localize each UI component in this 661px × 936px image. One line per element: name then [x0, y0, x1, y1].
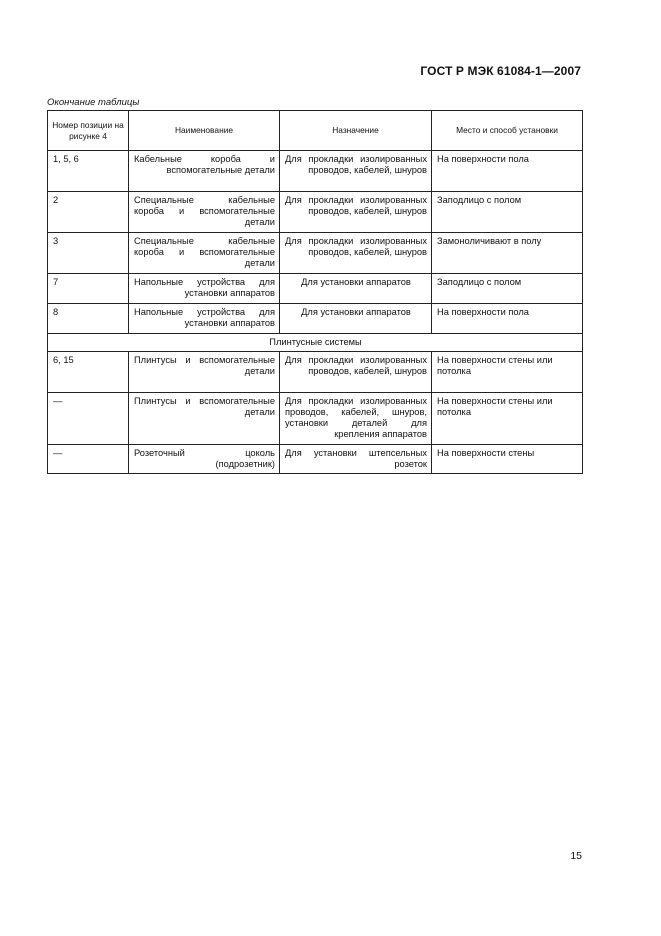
- cell-location: На поверхности стены или потолка: [432, 393, 583, 445]
- section-header-row: [48, 334, 583, 352]
- cell-purpose: Для прокладки изолированных проводов, кабелей, шнуров: [280, 233, 432, 274]
- cell-position: —: [48, 445, 129, 474]
- table-row: [48, 445, 583, 474]
- cell-position: —: [48, 393, 129, 445]
- cell-name: Специальные кабельные короба и вспомогательные детали: [129, 192, 280, 233]
- cell-location: На поверхности стены или потолка: [432, 352, 583, 393]
- cell-position: 3: [48, 233, 129, 274]
- section-title: Плинтусные системы: [48, 334, 583, 352]
- column-header-position: Номер позиции на рисунке 4: [48, 111, 129, 151]
- cell-position: 7: [48, 274, 129, 304]
- cell-position: 8: [48, 304, 129, 334]
- cell-name: Розеточный цоколь (подрозетник): [129, 445, 280, 474]
- cell-purpose: Для прокладки изолированных проводов, кабелей, шнуров: [280, 352, 432, 393]
- table-row: [48, 352, 583, 393]
- cell-name: Напольные устройства для установки аппаратов: [129, 274, 280, 304]
- cell-name: Специальные кабельные короба и вспомогательные детали: [129, 233, 280, 274]
- cell-name: Плинтусы и вспомогательные детали: [129, 352, 280, 393]
- standard-code: ГОСТ Р МЭК 61084-1—2007: [420, 64, 581, 78]
- column-header-location: Место и способ установки: [432, 111, 583, 151]
- cell-name: Плинтусы и вспомогательные детали: [129, 393, 280, 445]
- cell-position: 6, 15: [48, 352, 129, 393]
- cell-location: Замоноличивают в полу: [432, 233, 583, 274]
- page-number: 15: [570, 850, 582, 862]
- cell-name: Кабельные короба и вспомогательные детали: [129, 151, 280, 192]
- column-header-purpose: Назначение: [280, 111, 432, 151]
- cell-position: 2: [48, 192, 129, 233]
- table-row: [48, 192, 583, 233]
- column-header-name: Наименование: [129, 111, 280, 151]
- table-row: [48, 151, 583, 192]
- cell-location: На поверхности пола: [432, 151, 583, 192]
- cell-purpose: Для установки аппаратов: [280, 274, 432, 304]
- cell-name: Напольные устройства для установки аппаратов: [129, 304, 280, 334]
- installation-table: [47, 110, 583, 474]
- cell-position: 1, 5, 6: [48, 151, 129, 192]
- cell-location: Заподлицо с полом: [432, 192, 583, 233]
- table-caption: Окончание таблицы: [47, 97, 140, 108]
- cell-purpose: Для прокладки изолированных проводов, кабелей, шнуров: [280, 192, 432, 233]
- table-row: [48, 274, 583, 304]
- table-header-row: [48, 111, 583, 151]
- cell-location: На поверхности стены: [432, 445, 583, 474]
- table-row: [48, 233, 583, 274]
- table-row: [48, 304, 583, 334]
- cell-purpose: Для установки аппаратов: [280, 304, 432, 334]
- cell-purpose: Для установки штепсельных розеток: [280, 445, 432, 474]
- cell-purpose: Для прокладки изолированных проводов, кабелей, шнуров, установки деталей для крепления аппаратов: [280, 393, 432, 445]
- cell-location: На поверхности пола: [432, 304, 583, 334]
- table-row: [48, 393, 583, 445]
- cell-purpose: Для прокладки изолированных проводов, кабелей, шнуров: [280, 151, 432, 192]
- cell-location: Заподлицо с полом: [432, 274, 583, 304]
